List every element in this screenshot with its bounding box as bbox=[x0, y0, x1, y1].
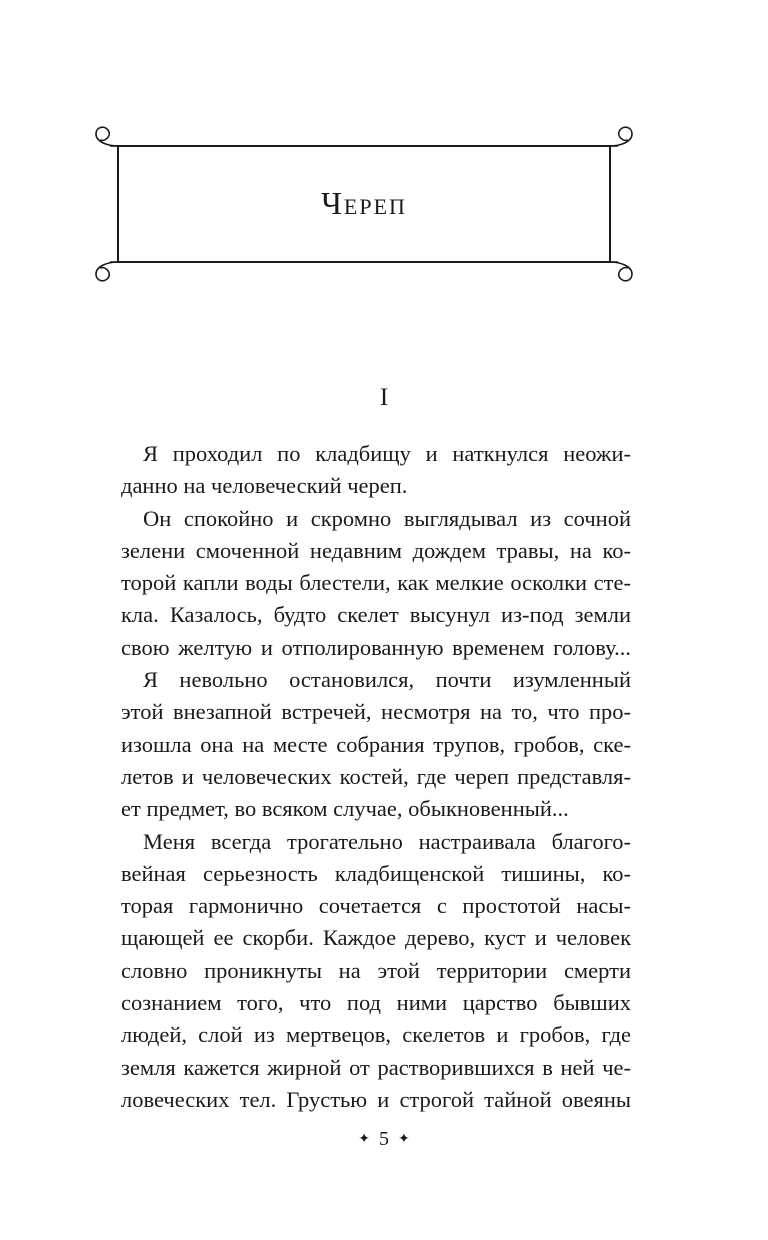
text-line: этой внезапной встречей, несмотря на то, что про- bbox=[121, 699, 631, 725]
text-line: словно проникнуты на этой территории смерти bbox=[121, 957, 631, 983]
text-line: людей, слой из мертвецов, скелетов и гробов, где bbox=[121, 1022, 631, 1048]
text-line: летов и человеческих костей, где череп представля- bbox=[121, 763, 631, 789]
paragraph bbox=[121, 503, 631, 664]
paragraph bbox=[121, 826, 631, 1117]
chapter-title-frame bbox=[90, 124, 638, 282]
text-line: земля кажется жирной от растворившихся в ней че- bbox=[121, 1054, 631, 1080]
page-number: 5 bbox=[379, 1127, 389, 1150]
text-line: сознанием того, что под ними царство бывших bbox=[121, 990, 631, 1016]
text-line: Меня всегда трогательно настраивала благого- bbox=[143, 828, 631, 854]
ornament-star-icon: ✦ bbox=[358, 1131, 370, 1147]
text-line: ет предмет, во всяком случае, обыкновенный... bbox=[121, 796, 569, 822]
chapter-title: Череп bbox=[321, 185, 407, 221]
text-line: Я проходил по кладбищу и наткнулся неожи- bbox=[143, 441, 631, 466]
text-line: ловеческих тел. Грустью и строгой тайной овеяны bbox=[121, 1086, 631, 1112]
page-footer bbox=[0, 1127, 768, 1151]
text-line: кла. Казалось, будто скелет высунул из-под земли bbox=[121, 602, 631, 628]
text-line: зелени смоченной недавним дождем травы, на ко- bbox=[121, 537, 631, 563]
section-number: I bbox=[379, 384, 389, 411]
ornament-star-icon: ✦ bbox=[398, 1131, 410, 1147]
paragraph bbox=[121, 438, 631, 503]
text-line: торой капли воды блестели, как мелкие осколки сте- bbox=[121, 570, 631, 596]
body-text bbox=[121, 438, 631, 1116]
text-line: данно на человеческий череп. bbox=[121, 473, 408, 499]
text-line: Он спокойно и скромно выглядывал из сочной bbox=[143, 505, 631, 531]
paragraph bbox=[121, 664, 631, 825]
text-line: щающей ее скорби. Каждое дерево, куст и человек bbox=[121, 925, 631, 951]
text-line: торая гармонично сочетается с простотой насы- bbox=[121, 893, 631, 919]
text-line: свою желтую и отполированную временем голову... bbox=[121, 634, 631, 660]
text-line: изошла она на месте собрания трупов, гробов, ске- bbox=[121, 731, 631, 757]
text-line: вейная серьезность кладбищенской тишины, ко- bbox=[121, 860, 631, 886]
text-line: Я невольно остановился, почти изумленный bbox=[143, 667, 631, 693]
